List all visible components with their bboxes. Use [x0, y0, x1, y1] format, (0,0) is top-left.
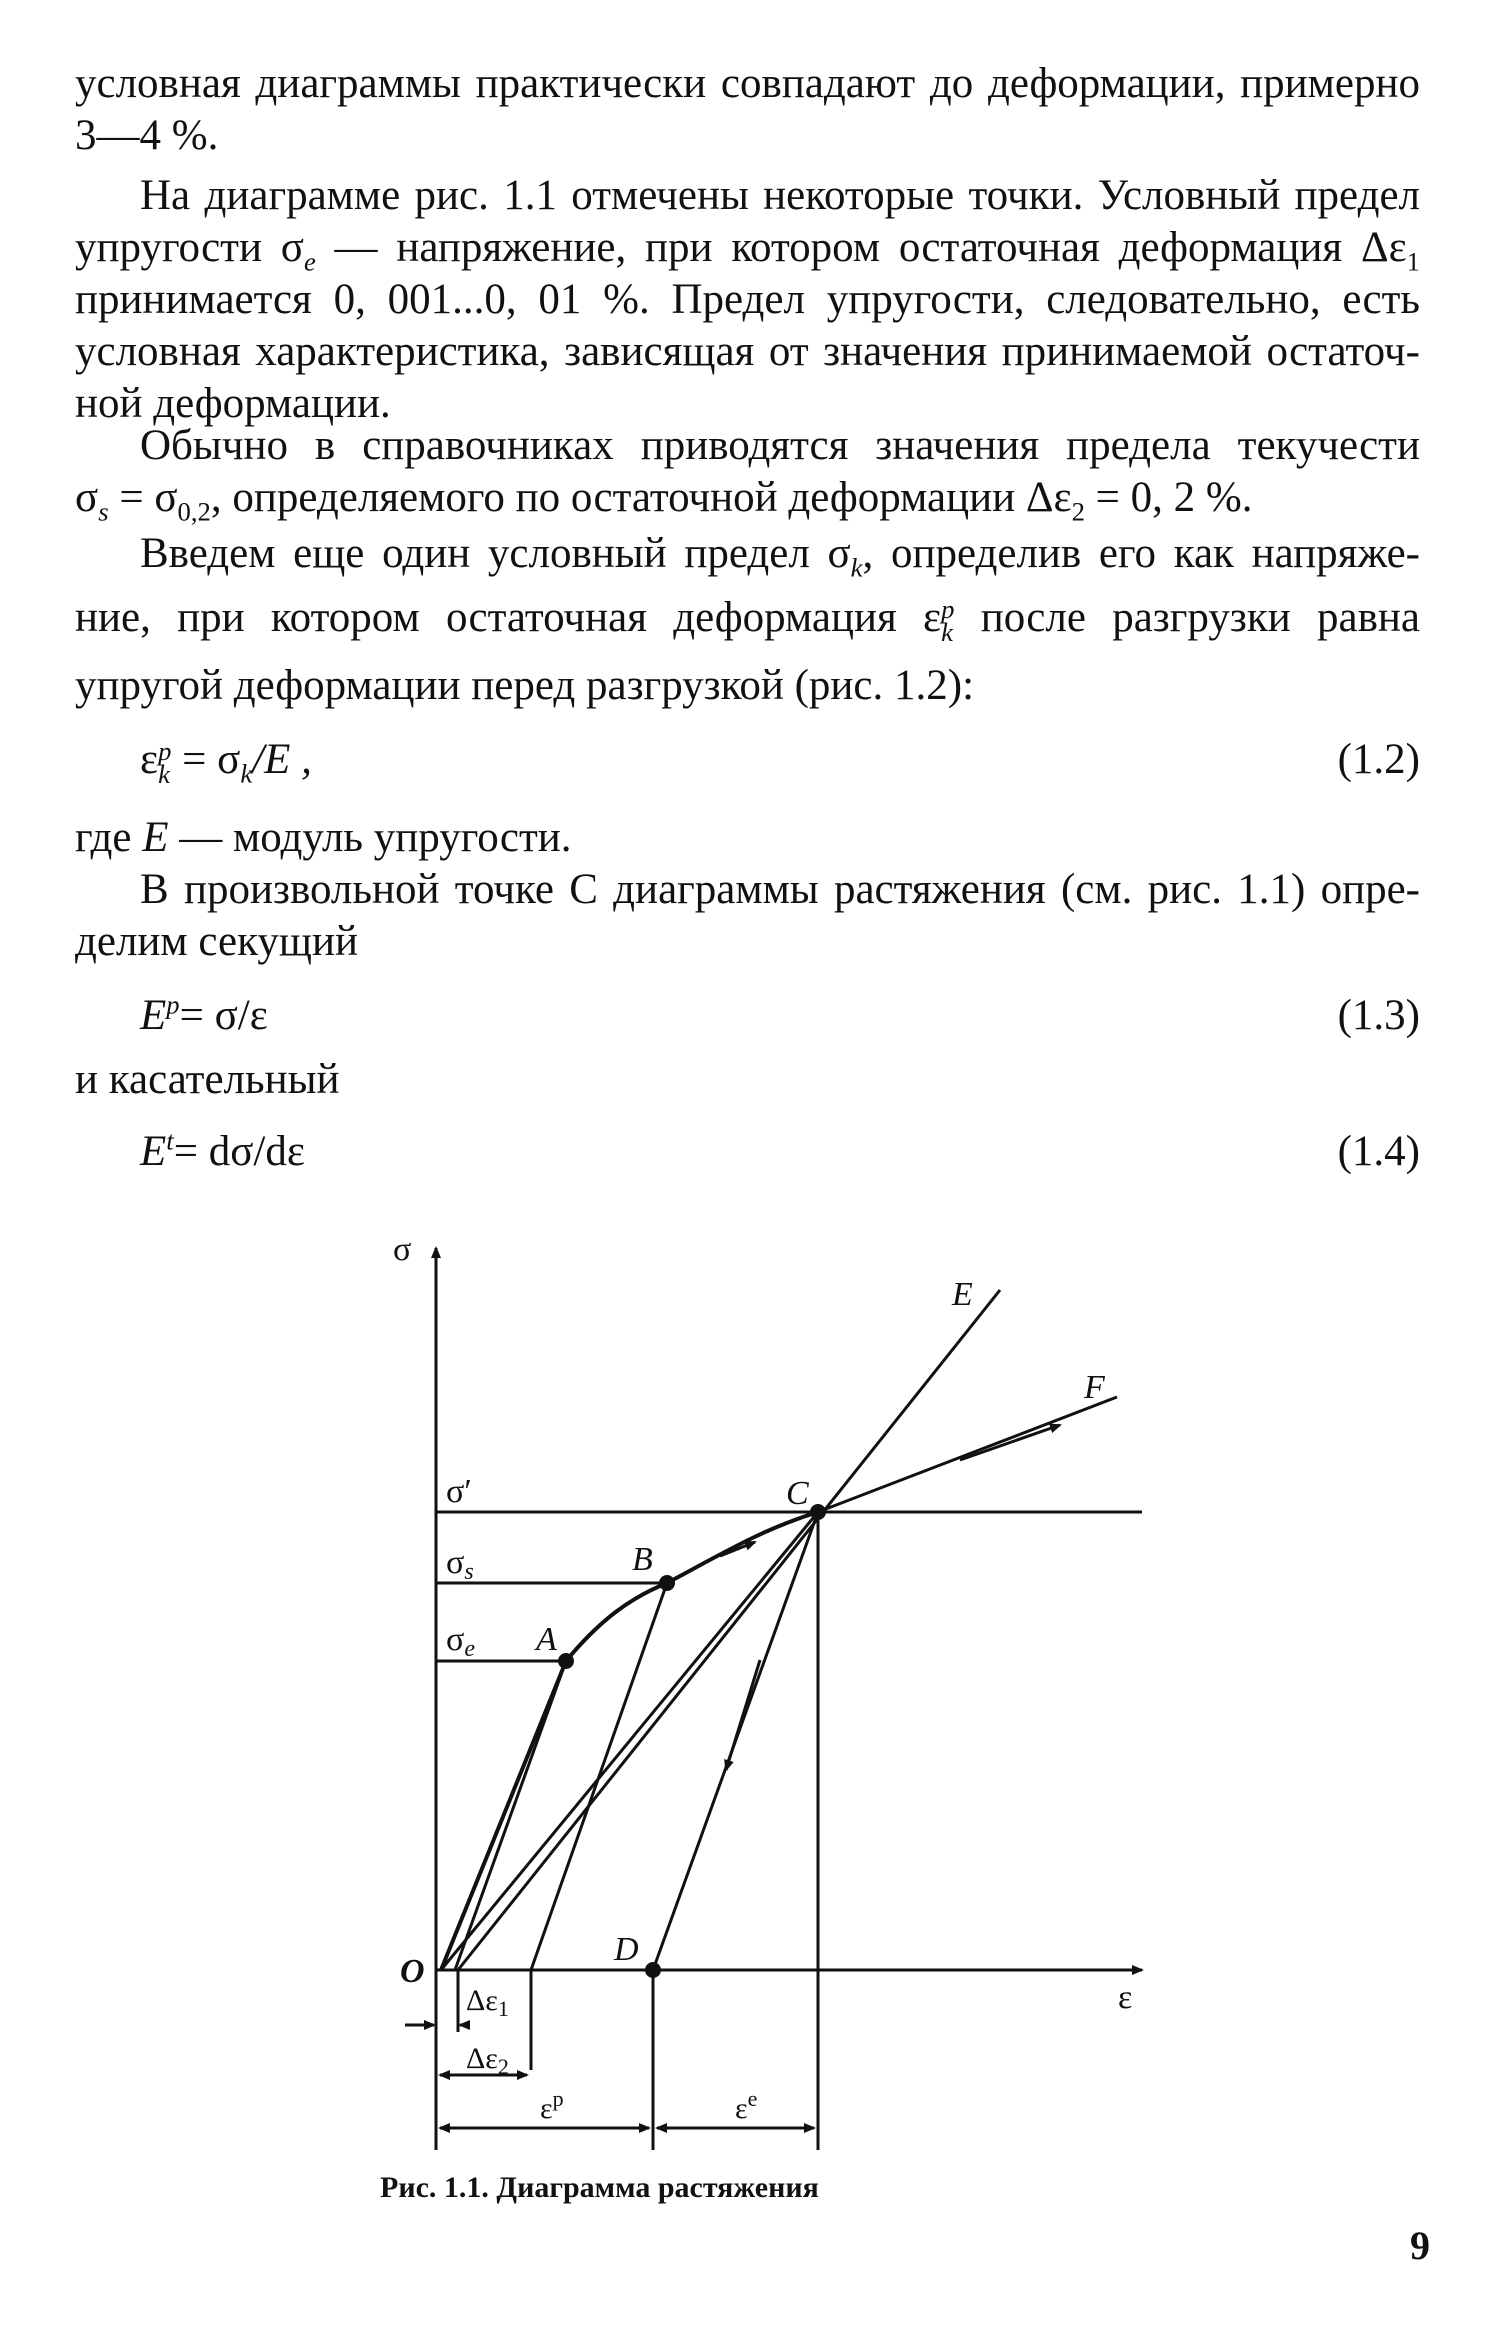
- label-sigma-s: σs: [446, 1544, 474, 1585]
- text-line: упругости $\sigma_e$ — напряжение, при котором остаточная деформация $\Delta\varepsilon_1$: [75, 224, 1420, 277]
- label-sigma-e: σe: [446, 1621, 475, 1662]
- unload-arrow: [726, 1660, 760, 1770]
- text-line: В произвольной точке C диаграммы растяжения (см. рис. 1.1) опре-: [140, 866, 1420, 913]
- label-C: C: [786, 1475, 809, 1512]
- axis-label-epsilon: ε: [1118, 1979, 1133, 2016]
- label-eps-e: $\varepsilon^e$: [735, 2086, 758, 2125]
- label-delta-eps-2: $\Delta\varepsilon_2$: [466, 2042, 509, 2079]
- label-sigma-prime: σ′: [446, 1473, 472, 1510]
- label-A: A: [536, 1621, 557, 1658]
- label-origin: O: [400, 1953, 425, 1990]
- figure-caption: Рис. 1.1. Диаграмма растяжения: [380, 2171, 819, 2204]
- text-line: Введем еще один условный предел $\sigma_k$, определив его как напряже-: [140, 530, 1420, 583]
- text-line: 3—4 %.: [75, 112, 219, 159]
- diagonal-O-C: [441, 1512, 818, 1970]
- label-F: F: [1084, 1369, 1105, 1406]
- text-line: На диаграмме рис. 1.1 отмечены некоторые точки. Условный предел: [140, 172, 1420, 219]
- page-number: 9: [1410, 2223, 1430, 2268]
- equation-number: (1.4): [1337, 1128, 1420, 1175]
- text-line: ной деформации.: [75, 380, 391, 427]
- label-B: B: [632, 1541, 653, 1578]
- point-A: [558, 1653, 574, 1669]
- text-line: Обычно в справочниках приводятся значения предела текучести: [140, 422, 1420, 469]
- axis-label-sigma: σ: [393, 1231, 412, 1268]
- label-delta-eps-1: $\Delta\varepsilon_1$: [466, 1984, 509, 2021]
- equation-1-3: $E^p= \sigma/\varepsilon$: [140, 989, 268, 1039]
- text-line: принимается 0, 001...0, 01 %. Предел упругости, следовательно, есть: [75, 276, 1420, 323]
- label-eps-p: $\varepsilon^p$: [540, 2086, 564, 2125]
- tangent-line-F: [818, 1397, 1117, 1512]
- tangent-arrow: [960, 1425, 1060, 1460]
- equation-1-4: $E^t= d\sigma/d\varepsilon$: [140, 1125, 305, 1175]
- equation-number: (1.2): [1337, 736, 1420, 783]
- text-line: ние, при котором остаточная деформация ε p k после разгрузки равна: [75, 594, 1420, 648]
- text-line: условная диаграммы практически совпадают до деформации, примерно: [75, 60, 1420, 107]
- point-D: [645, 1962, 661, 1978]
- equation-number: (1.3): [1337, 992, 1420, 1039]
- text-line: делим секущий: [75, 918, 359, 965]
- point-C: [810, 1504, 826, 1520]
- text-line: где E — модуль упругости.: [75, 814, 572, 861]
- text-line: упругой деформации перед разгрузкой (рис. 1.2):: [75, 662, 975, 709]
- text-line: $\sigma_s = \sigma_{0,2}$, определяемого по остаточной деформации $\Delta\varepsilon_2 = 0$, 2 %.: [75, 474, 1253, 527]
- text-line: и касательный: [75, 1056, 340, 1103]
- text-line: условная характеристика, зависящая от значения принимаемой остаточ-: [75, 328, 1420, 375]
- label-D: D: [614, 1931, 639, 1968]
- label-E: E: [952, 1276, 973, 1313]
- equation-1-2: ε p k = $\sigma_k/E$ ,: [140, 736, 312, 790]
- point-B: [659, 1575, 675, 1591]
- unload-line-A: [455, 1661, 566, 1970]
